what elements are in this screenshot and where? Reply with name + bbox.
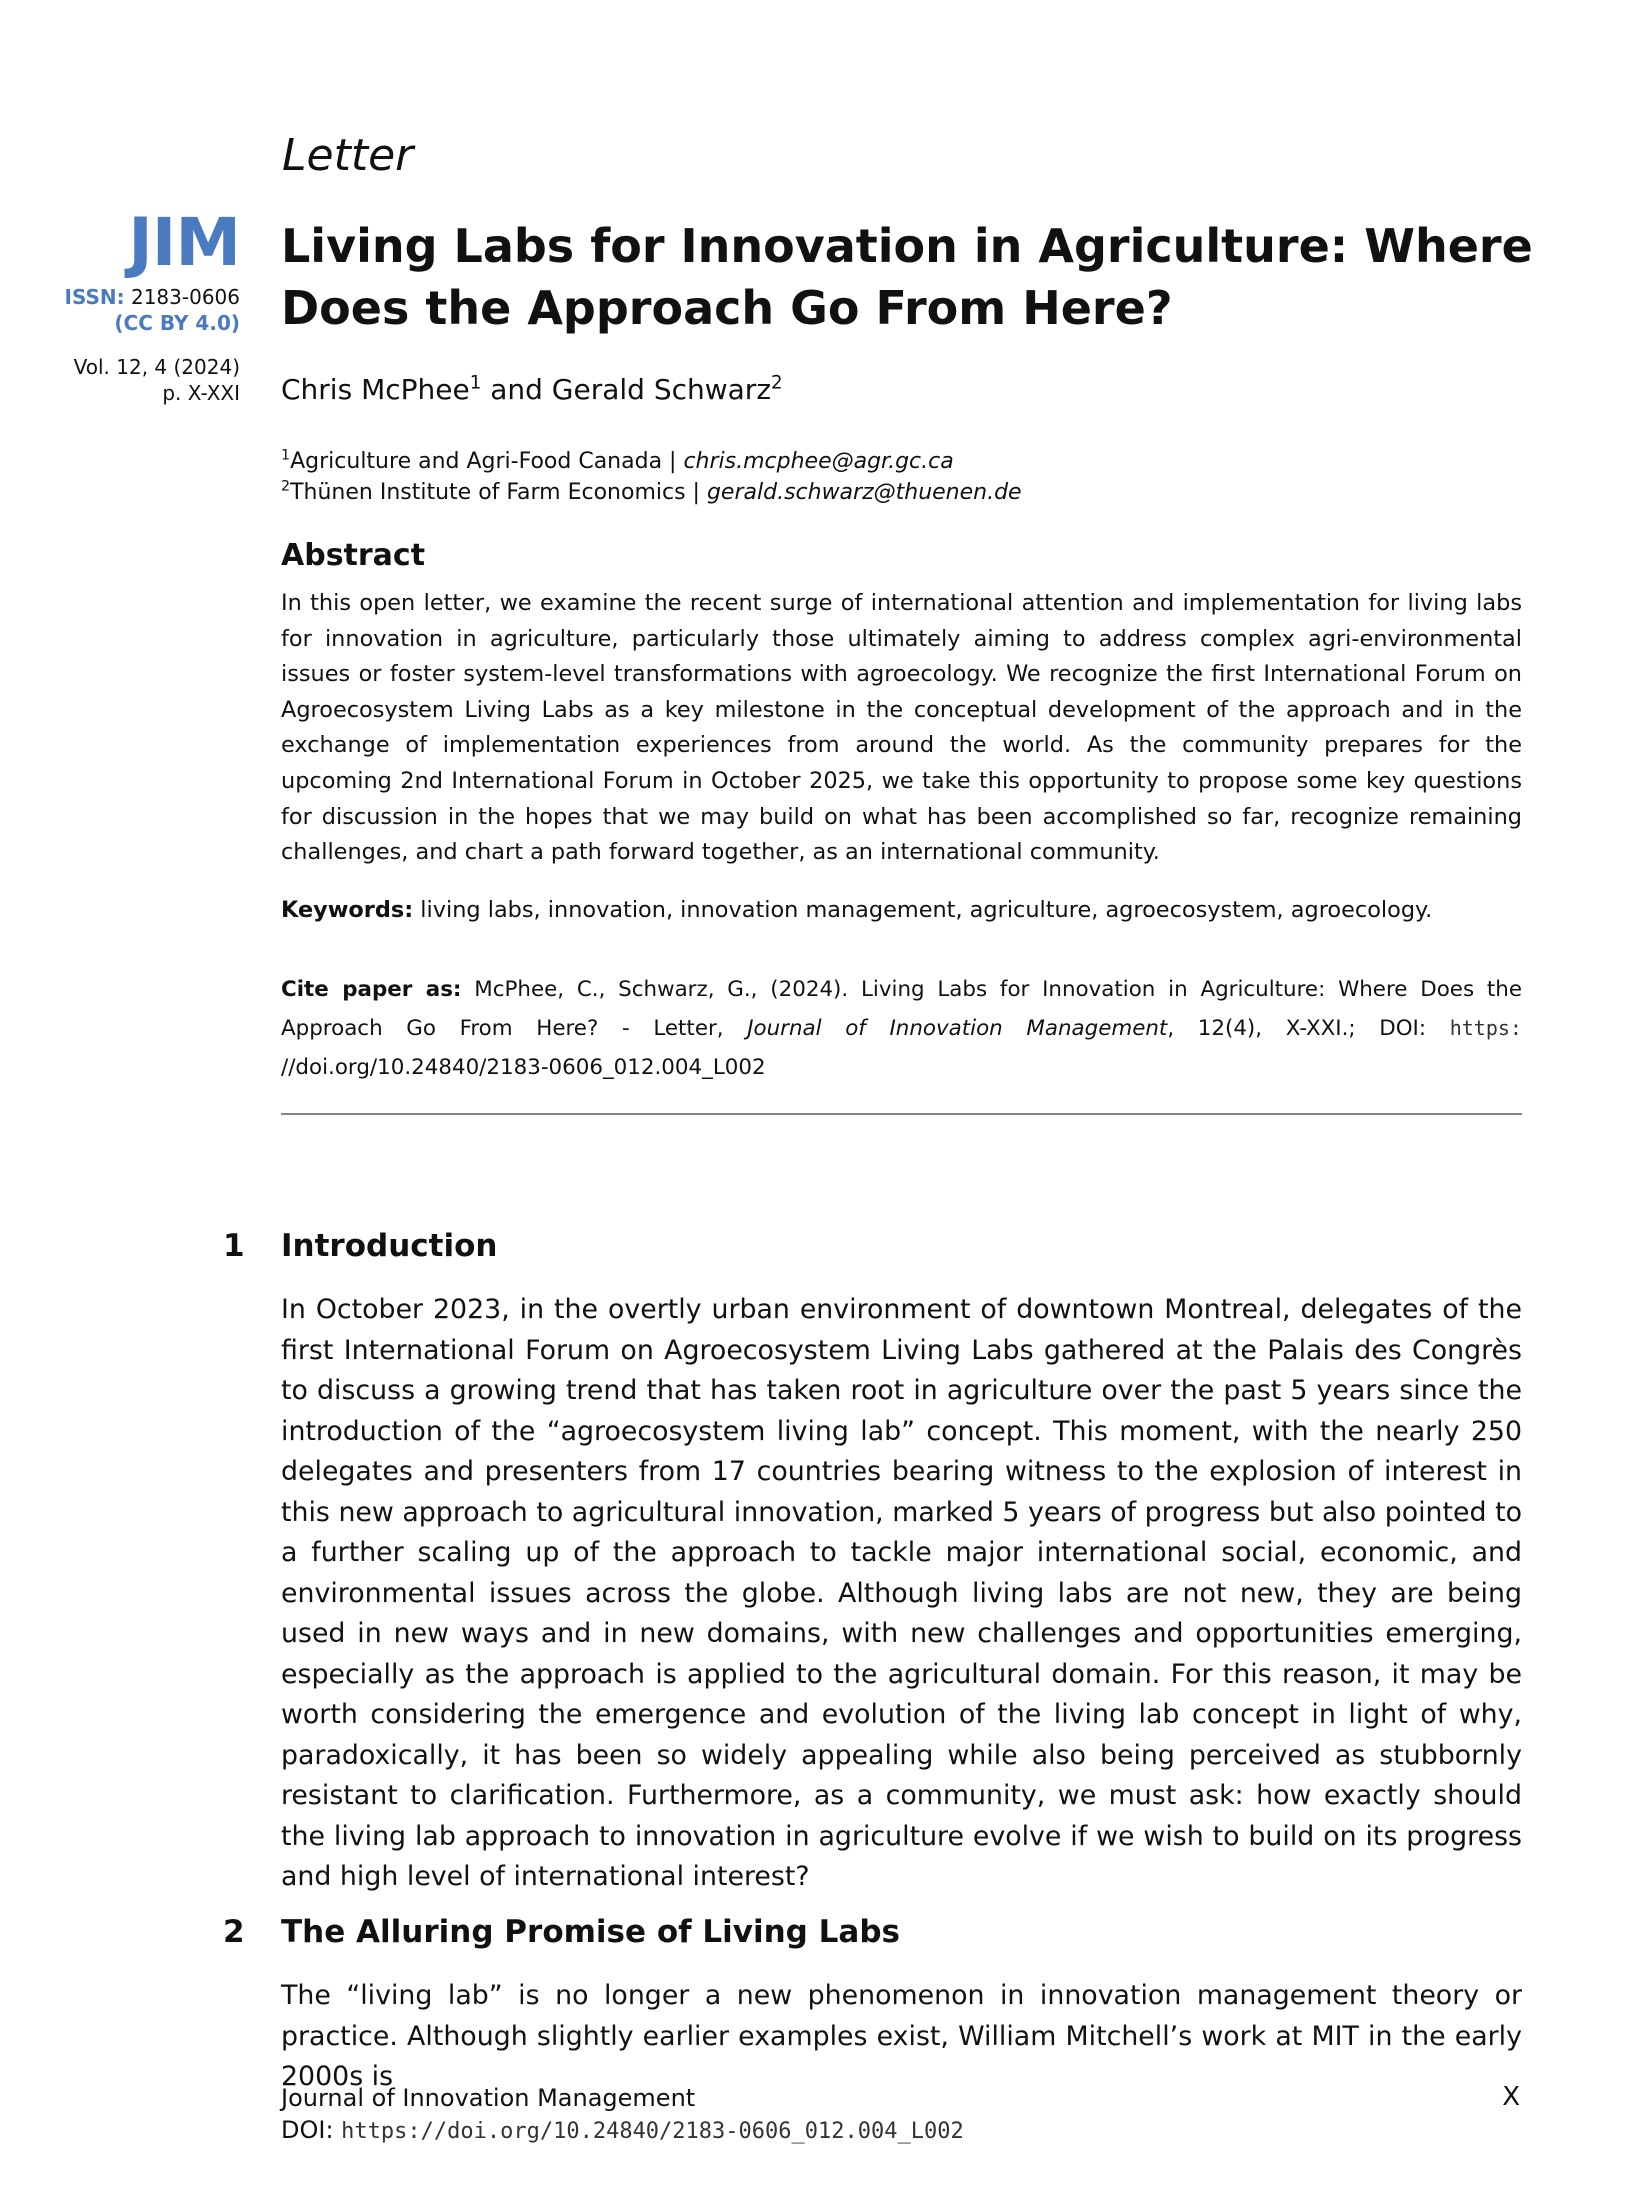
- affiliation-2: [281, 480, 1022, 505]
- affiliation-1-email[interactable]: chris.mcphee@agr.gc.ca: [683, 449, 954, 474]
- author-conjunction: and: [481, 373, 552, 406]
- journal-logo: JIM: [128, 204, 240, 281]
- keywords-text: living labs, innovation, innovation management, agriculture, agroecosystem, agroecology.: [413, 897, 1433, 923]
- article-type-label: Letter: [282, 130, 414, 181]
- paper-title: Living Labs for Innovation in Agriculture: Where Does the Approach Go From Here?: [281, 219, 1533, 335]
- citation-details: , 12(4), X-XXI.; DOI:: [1167, 1016, 1450, 1041]
- section-1-title: Introduction: [281, 1228, 498, 1264]
- section-2-paragraph: The “living lab” is no longer a new phenomenon in innovation management theory or practice. Although slightly earlier examples exist, William Mitchell’s work at MIT in the early 2000s is: [281, 1980, 1522, 2092]
- footer: [281, 2082, 964, 2148]
- abstract-text: In this open letter, we examine the recent surge of international attention and implementation for living labs for innovation in agriculture, particularly those ultimately aiming to address complex agri-environmental issues or foster system-level transformations with agroecology. We recognize the first International Forum on Agroecosystem Living Labs as a key milestone in the conceptual development of the approach and in the exchange of implementation experiences from around the world. As the community prepares for the upcoming 2nd International Forum in October 2025, we take this opportunity to propose some key questions for discussion in the hopes that we may build on what has been accomplished so far, recognize remaining challenges, and chart a path forward together, as an international community.: [281, 590, 1522, 866]
- author-1-affil-mark: 1: [469, 372, 482, 394]
- section-1-paragraph: In October 2023, in the overtly urban environment of downtown Montreal, delegates of the first International Forum on Agroecosystem Living Labs gathered at the Palais des Congrès to discuss a growing trend that has taken root in agriculture over the past 5 years since the introduction of the “agroecosystem living lab” concept. This moment, with the nearly 250 delegates and presenters from 17 countries bearing witness to the explosion of interest in this new approach to agricultural innovation, marked 5 years of progress but also pointed to a further scaling up of the approach to tackle major international social, economic, and environmental issues across the globe. Although living labs are not new, they are being used in new ways and in new domains, with new challenges and opportunities emerging, especially as the approach is applied to the agricultural domain. For this reason, it may be worth considering the emergence and evolution of the living lab concept in light of why, paradoxically, it has been so widely appealing while also being perceived as stubbornly resistant to clarification. Furthermore, as a community, we must ask: how exactly should the living lab approach to innovation in agriculture evolve if we wish to build on its progress and high level of international interest?: [281, 1294, 1522, 1892]
- citation-label: Cite paper as:: [281, 977, 462, 1002]
- citation-doi-rest[interactable]: //doi.org/10.24840/2183-0606_012.004_L002: [281, 1055, 766, 1080]
- page-range: p. X-XXI: [162, 381, 240, 405]
- affiliation-1-mark: 1: [281, 447, 291, 464]
- affiliation-1-org: Agriculture and Agri-Food Canada |: [290, 449, 684, 474]
- keywords-label: Keywords:: [281, 897, 414, 923]
- issn-label: ISSN:: [64, 285, 125, 309]
- abstract-heading: Abstract: [281, 538, 426, 573]
- volume-info: Vol. 12, 4 (2024): [73, 355, 240, 379]
- citation-journal: Journal of Innovation Management: [747, 1016, 1168, 1041]
- issn: [65, 284, 240, 310]
- section-1-number: 1: [223, 1228, 245, 1264]
- footer-doi: [281, 2114, 964, 2148]
- license-link[interactable]: (CC BY 4.0): [114, 311, 240, 335]
- author-1: Chris McPhee: [281, 373, 470, 406]
- author-2-affil-mark: 2: [771, 372, 783, 394]
- footer-doi-label: DOI:: [281, 2116, 342, 2144]
- citation: [281, 970, 1522, 1087]
- footer-doi-link[interactable]: https://doi.org/10.24840/2183-0606_012.004_L002: [341, 2119, 964, 2144]
- citation-doi-link[interactable]: https:: [1449, 1016, 1522, 1040]
- section-2-number: 2: [223, 1914, 245, 1950]
- affiliation-2-org: Thünen Institute of Farm Economics |: [290, 480, 707, 505]
- author-2: Gerald Schwarz: [551, 373, 772, 406]
- footer-journal: Journal of Innovation Management: [281, 2084, 696, 2112]
- affiliation-1: [281, 449, 954, 474]
- citation-text: McPhee, C., Schwarz, G., (2024). Living Labs for Innovation in Agriculture: Where Does the Approach Go From Here? - Letter,: [281, 977, 1522, 1041]
- issn-number: 2183-0606: [130, 285, 240, 309]
- keywords: [281, 897, 1432, 923]
- affiliation-2-email[interactable]: gerald.schwarz@thuenen.de: [706, 480, 1022, 505]
- divider-rule: [281, 1113, 1522, 1115]
- affiliation-2-mark: 2: [281, 478, 291, 495]
- authors: [281, 373, 783, 406]
- section-2-title: The Alluring Promise of Living Labs: [281, 1914, 900, 1950]
- page-number: X: [1502, 2082, 1520, 2112]
